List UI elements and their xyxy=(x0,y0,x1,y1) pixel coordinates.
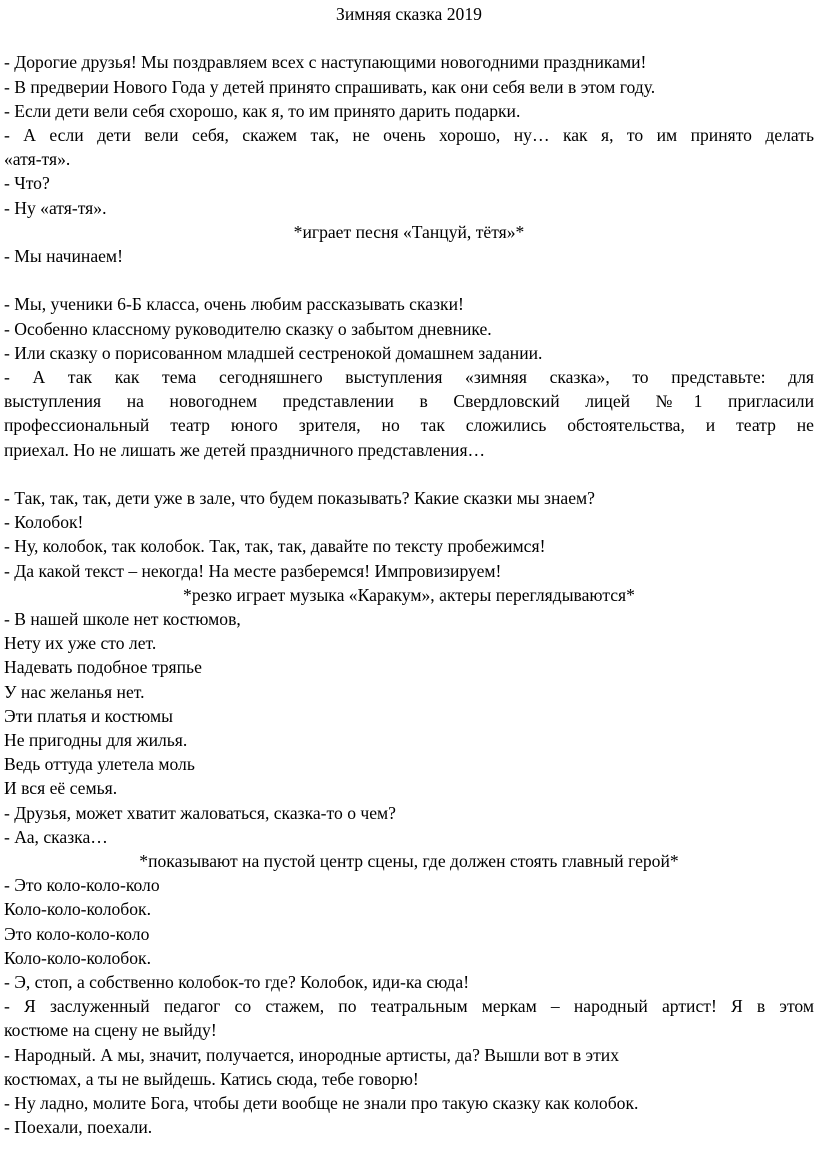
verse-line: Эти платья и костюмы xyxy=(4,705,173,726)
text-line: выступления на новогоднем представлении в Свердловский лицей №1 пригласили xyxy=(4,391,814,412)
text-line: - Особенно классному руководителю сказку о забытом дневнике. xyxy=(4,318,492,339)
text-line: - А если дети вели себя, скажем так, не очень хорошо, ну… как я, то им принято делать xyxy=(4,125,814,145)
verse-line: - Это коло-коло-коло xyxy=(4,875,160,896)
verse-line: Это коло-коло-коло xyxy=(4,923,150,944)
document-title: Зимняя сказка 2019 xyxy=(336,4,482,24)
text-line: - Ну «атя-тя». xyxy=(4,197,107,218)
text-line: приехал. Но не лишать же детей праздничного представления… xyxy=(4,439,486,460)
text-line: - Друзья, может хватит жаловаться, сказка-то о чем? xyxy=(4,802,396,823)
text-line: - Ну, колобок, так колобок. Так, так, так, давайте по тексту пробежимся! xyxy=(4,536,546,557)
stage-direction: *показывают на пустой центр сцены, где должен стоять главный герой* xyxy=(139,851,679,872)
paragraph-spacer xyxy=(4,268,814,292)
verse-line: Ведь оттуда улетела моль xyxy=(4,754,195,775)
verse-line: И вся её семья. xyxy=(4,778,118,799)
stage-direction: *играет песня «Танцуй, тётя»* xyxy=(293,221,525,242)
text-line: - Да какой текст – некогда! На месте разберемся! Импровизируем! xyxy=(4,560,502,581)
text-line: - Колобок! xyxy=(4,512,84,533)
text-line: - Что? xyxy=(4,173,50,194)
text-line: - Или сказку о порисованном младшей сестренокой домашнем задании. xyxy=(4,342,543,363)
text-line: - Э, стоп, а собственно колобок-то где? Колобок, иди-ка сюда! xyxy=(4,972,470,993)
text-line: - Так, так, так, дети уже в зале, что будем показывать? Какие сказки мы знаем? xyxy=(4,488,595,509)
text-line: - А так как тема сегодняшнего выступления «зимняя сказка», то представьте: для xyxy=(4,367,814,388)
stage-direction: *резко играет музыка «Каракум», актеры переглядываются* xyxy=(183,584,635,605)
text-line: - Я заслуженный педагог со стажем, по театральным меркам – народный артист! Я в этом xyxy=(4,996,814,1017)
text-line: профессиональный театр юного зрителя, но так сложились обстоятельства, и театр не xyxy=(4,415,814,436)
verse-line: Надевать подобное тряпье xyxy=(4,657,202,678)
verse-line: У нас желанья нет. xyxy=(4,681,145,702)
text-line: - Аа, сказка… xyxy=(4,826,108,847)
verse-line: Коло-коло-колобок. xyxy=(4,899,152,920)
title-spacer xyxy=(4,26,814,50)
text-line: - Мы начинаем! xyxy=(4,246,123,267)
verse-line: Нету их уже сто лет. xyxy=(4,633,157,654)
text-line: - Если дети вели себя схорошо, как я, то им принято дарить подарки. xyxy=(4,100,521,121)
text-line: - Народный. А мы, значит, получается, инородные артисты, да? Вышли вот в этих xyxy=(4,1044,619,1065)
text-line: - Дорогие друзья! Мы поздравляем всех с наступающими новогодними праздниками! xyxy=(4,52,647,73)
verse-line: Не пригодны для жилья. xyxy=(4,730,188,751)
verse-line: - В нашей школе нет костюмов, xyxy=(4,609,241,630)
text-line: «атя-тя». xyxy=(4,149,71,170)
paragraph-spacer xyxy=(4,462,814,486)
document-page xyxy=(4,2,814,1140)
text-line: - Ну ладно, молите Бога, чтобы дети вообще не знали про такую сказку как колобок. xyxy=(4,1093,639,1114)
text-line: - Мы, ученики 6-Б класса, очень любим рассказывать сказки! xyxy=(4,294,464,315)
verse-line: Коло-коло-колобок. xyxy=(4,947,152,968)
text-line: - Поехали, поехали. xyxy=(4,1117,153,1138)
text-line: костюмах, а ты не выйдешь. Катись сюда, тебе говорю! xyxy=(4,1068,419,1089)
text-line: костюме на сцену не выйду! xyxy=(4,1020,217,1041)
text-line: - В предверии Нового Года у детей принято спрашивать, как они себя вели в этом году. xyxy=(4,76,656,97)
